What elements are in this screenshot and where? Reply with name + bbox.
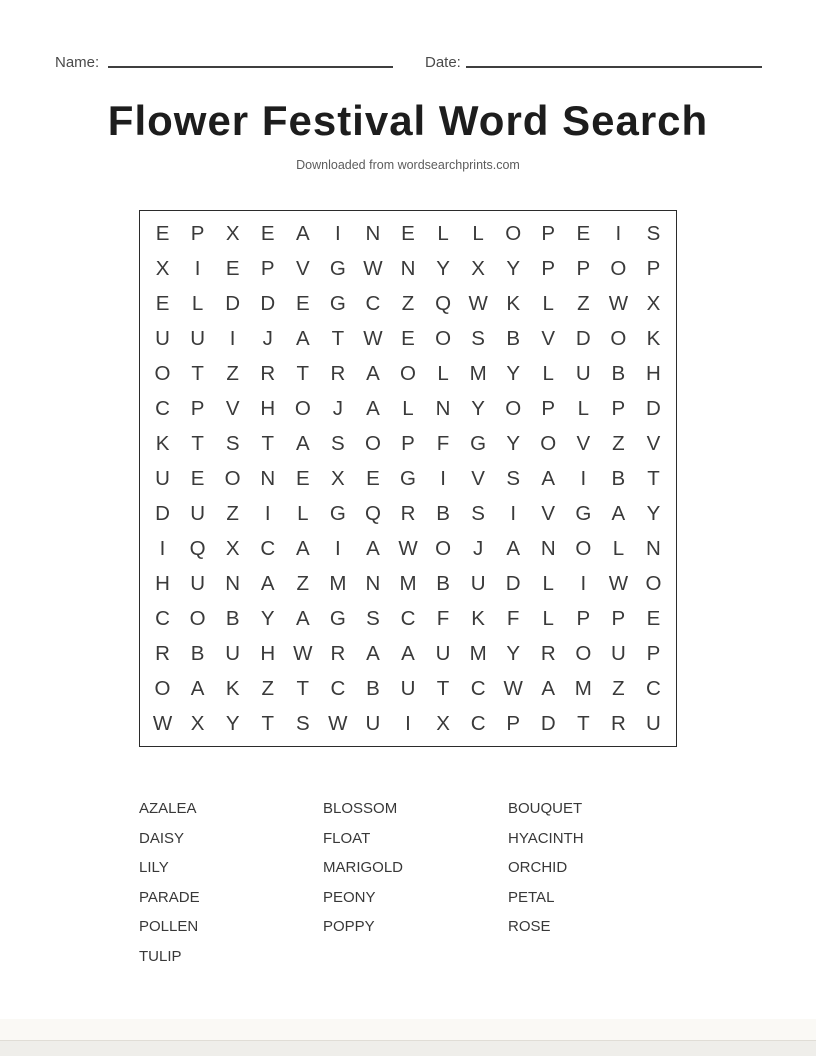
grid-letter: W xyxy=(363,256,383,280)
grid-letter: O xyxy=(435,536,452,560)
grid-letter: N xyxy=(365,571,381,595)
grid-letter: O xyxy=(224,466,241,490)
grid-letter: I xyxy=(510,501,517,525)
grid-letter: W xyxy=(503,676,523,700)
grid-letter: A xyxy=(611,501,626,525)
grid-letter: U xyxy=(190,501,205,525)
grid-letter: L xyxy=(542,571,554,595)
grid-letter: Z xyxy=(261,676,274,700)
grid-letter: G xyxy=(329,256,346,280)
grid-letter: P xyxy=(541,396,556,420)
grid-letter: W xyxy=(152,711,173,735)
grid-letter: P xyxy=(576,606,591,630)
grid-letter: R xyxy=(260,361,276,385)
grid-letter: X xyxy=(646,291,661,315)
grid-letter: G xyxy=(329,291,346,315)
word-list-item: BOUQUET xyxy=(508,800,583,817)
page-edge-band-gray xyxy=(0,1040,816,1056)
word-list-item: TULIP xyxy=(139,947,182,965)
grid-letter: P xyxy=(541,221,556,245)
grid-letter: W xyxy=(293,641,313,665)
grid-letter: C xyxy=(646,676,661,700)
grid-letter: M xyxy=(399,571,417,595)
grid-letter: D xyxy=(540,711,556,735)
grid-letter: N xyxy=(540,536,556,560)
grid-letter: T xyxy=(436,676,450,700)
grid-letter: P xyxy=(576,256,591,280)
grid-letter: T xyxy=(647,466,660,490)
grid-letter: E xyxy=(576,221,591,245)
grid-letter: Y xyxy=(506,256,521,280)
grid-letter: P xyxy=(506,711,521,735)
grid-letter: G xyxy=(329,606,346,630)
grid-letter: O xyxy=(645,571,662,595)
grid-letter: S xyxy=(471,501,485,525)
grid-letter: O xyxy=(435,326,452,350)
grid-letter: O xyxy=(364,431,381,455)
grid-letter: V xyxy=(541,501,556,525)
grid-letter: K xyxy=(155,431,170,455)
grid-letter: V xyxy=(646,431,661,455)
grid-letter: Y xyxy=(436,256,450,280)
grid-letter: S xyxy=(225,431,240,455)
grid-letter: A xyxy=(295,606,310,630)
grid-letter: T xyxy=(296,676,310,700)
grid-letter: Z xyxy=(296,571,310,595)
date-blank-line xyxy=(466,66,762,68)
grid-letter: K xyxy=(646,326,661,350)
letter-grid xyxy=(139,210,677,747)
word-list-item: PEONY xyxy=(323,888,376,906)
grid-letter: P xyxy=(646,641,661,665)
grid-letter: L xyxy=(542,361,554,385)
grid-letter: T xyxy=(261,431,274,455)
grid-letter: C xyxy=(155,606,170,630)
grid-letter: O xyxy=(189,606,206,630)
grid-letter: D xyxy=(575,326,591,350)
grid-letter: I xyxy=(229,326,236,350)
word-list-item: PARADE xyxy=(139,888,200,906)
grid-letter: X xyxy=(225,536,240,560)
grid-letter: A xyxy=(260,571,275,595)
grid-letter: U xyxy=(190,571,205,595)
grid-letter: D xyxy=(505,571,521,595)
grid-letter: Y xyxy=(506,361,521,385)
grid-letter: A xyxy=(541,676,556,700)
grid-letter: Z xyxy=(612,431,625,455)
grid-letter: W xyxy=(363,326,383,350)
date-label: Date: xyxy=(425,54,461,71)
grid-letter: A xyxy=(295,221,310,245)
grid-letter: M xyxy=(469,361,487,385)
grid-letter: A xyxy=(295,326,310,350)
grid-letter: U xyxy=(470,571,486,595)
grid-letter: J xyxy=(332,396,343,420)
grid-letter: H xyxy=(260,641,276,665)
grid-letter: R xyxy=(330,641,346,665)
grid-letter: E xyxy=(646,606,661,630)
grid-letter: E xyxy=(155,291,170,315)
grid-letter: Y xyxy=(646,501,661,525)
grid-letter: O xyxy=(540,431,557,455)
grid-letter: R xyxy=(540,641,556,665)
grid-letter: I xyxy=(440,466,446,490)
grid-letter: T xyxy=(261,711,274,735)
grid-letter: X xyxy=(331,466,345,490)
grid-letter: J xyxy=(473,536,484,560)
grid-letter: I xyxy=(580,466,587,490)
word-list-item: LILY xyxy=(139,859,169,877)
grid-letter: P xyxy=(190,396,205,420)
grid-letter: T xyxy=(331,326,345,350)
grid-letter: L xyxy=(437,361,449,385)
grid-letter: X xyxy=(190,711,205,735)
grid-letter: E xyxy=(366,466,380,490)
grid-letter: V xyxy=(576,431,591,455)
grid-letter: U xyxy=(646,711,661,735)
grid-letter: U xyxy=(575,361,591,385)
word-list-item: DAISY xyxy=(139,829,185,847)
grid-letter: Z xyxy=(226,361,239,385)
word-list-item: AZALEA xyxy=(139,800,197,817)
grid-letter: O xyxy=(575,641,592,665)
grid-letter: B xyxy=(611,361,626,385)
grid-letter: X xyxy=(225,221,240,245)
grid-letter: E xyxy=(295,291,310,315)
word-list-column-1 xyxy=(139,794,200,971)
grid-letter: I xyxy=(580,571,587,595)
grid-letter: A xyxy=(401,641,415,665)
grid-letter: A xyxy=(366,361,380,385)
grid-letter: T xyxy=(296,361,310,385)
grid-letter: F xyxy=(436,606,450,630)
grid-letter: Y xyxy=(506,431,521,455)
grid-letter: O xyxy=(400,361,416,385)
grid-letter: F xyxy=(506,606,520,630)
grid-letter: X xyxy=(436,711,450,735)
grid-letter: T xyxy=(191,361,204,385)
grid-letter: H xyxy=(155,571,170,595)
grid-letter: Y xyxy=(260,606,275,630)
word-list-item: POLLEN xyxy=(139,918,199,936)
grid-letter: A xyxy=(506,536,521,560)
grid-letter: L xyxy=(402,396,414,420)
grid-letter: E xyxy=(260,221,275,245)
grid-letter: K xyxy=(225,676,240,700)
grid-letter: L xyxy=(472,221,484,245)
grid-letter: X xyxy=(471,256,485,280)
grid-letter: R xyxy=(610,711,626,735)
word-list-item: MARIGOLD xyxy=(323,859,404,877)
grid-letter: W xyxy=(608,571,629,595)
grid-letter: V xyxy=(471,466,485,490)
grid-letter: K xyxy=(506,291,521,315)
word-list-item: ORCHID xyxy=(508,859,568,877)
grid-letter: J xyxy=(262,326,273,350)
grid-letter: E xyxy=(295,466,310,490)
grid-letter: U xyxy=(365,711,381,735)
grid-letter: L xyxy=(542,291,554,315)
grid-letter: E xyxy=(225,256,240,280)
grid-letter: Q xyxy=(364,501,381,525)
grid-letter: H xyxy=(260,396,276,420)
grid-letter: N xyxy=(646,536,661,560)
grid-letter: P xyxy=(611,606,626,630)
grid-letter: B xyxy=(506,326,521,350)
grid-letter: M xyxy=(469,641,487,665)
grid-letter: I xyxy=(335,221,341,245)
grid-letter: O xyxy=(294,396,311,420)
grid-letter: A xyxy=(295,431,310,455)
grid-letter: A xyxy=(190,676,205,700)
grid-letter: I xyxy=(405,711,411,735)
grid-letter: R xyxy=(400,501,416,525)
grid-letter: U xyxy=(155,466,170,490)
grid-letter: Y xyxy=(506,641,521,665)
grid-letter: K xyxy=(471,606,485,630)
grid-letter: W xyxy=(468,291,488,315)
grid-letter: D xyxy=(260,291,276,315)
grid-letter: E xyxy=(155,221,170,245)
grid-letter: P xyxy=(646,256,661,280)
grid-letter: N xyxy=(225,571,241,595)
grid-letter: L xyxy=(191,291,204,315)
grid-letter: G xyxy=(575,501,592,525)
grid-letter: C xyxy=(400,606,416,630)
word-list-item: FLOAT xyxy=(323,829,371,847)
grid-letter: B xyxy=(436,501,450,525)
grid-letter: C xyxy=(470,711,486,735)
grid-letter: U xyxy=(155,326,170,350)
grid-letter: X xyxy=(155,256,170,280)
grid-letter: U xyxy=(190,326,205,350)
grid-letter: H xyxy=(646,361,661,385)
grid-letter: L xyxy=(612,536,625,560)
grid-letter: W xyxy=(398,536,418,560)
grid-letter: A xyxy=(366,396,380,420)
grid-letter: Z xyxy=(612,676,625,700)
grid-letter: S xyxy=(331,431,345,455)
grid-letter: O xyxy=(154,676,171,700)
grid-letter: M xyxy=(329,571,347,595)
name-blank-line xyxy=(108,66,393,68)
grid-letter: D xyxy=(225,291,241,315)
grid-letter: S xyxy=(295,711,310,735)
word-list-column-3 xyxy=(508,794,584,942)
page-edge-band-cream xyxy=(0,1019,816,1040)
grid-letter: O xyxy=(154,361,171,385)
grid-letter: S xyxy=(366,606,380,630)
grid-letter: C xyxy=(260,536,276,560)
grid-letter: B xyxy=(190,641,205,665)
grid-letter: A xyxy=(366,641,380,665)
grid-letter: C xyxy=(470,676,486,700)
word-list-item: POPPY xyxy=(323,918,375,936)
page-title: Flower Festival Word Search xyxy=(107,97,709,144)
grid-letter: R xyxy=(330,361,346,385)
grid-letter: B xyxy=(366,676,380,700)
grid-letter: L xyxy=(577,396,590,420)
grid-letter: P xyxy=(401,431,415,455)
word-list-column-2 xyxy=(323,794,403,942)
grid-letter: N xyxy=(365,221,381,245)
grid-letter: Q xyxy=(435,291,452,315)
grid-letter: A xyxy=(366,536,380,560)
word-list-item: ROSE xyxy=(508,918,551,936)
grid-letter: I xyxy=(159,536,166,560)
grid-letter: S xyxy=(646,221,661,245)
grid-letter: D xyxy=(155,501,170,525)
grid-letter: S xyxy=(471,326,485,350)
grid-letter: W xyxy=(328,711,348,735)
grid-letter: Z xyxy=(226,501,239,525)
grid-letter: L xyxy=(297,501,309,525)
grid-letter: D xyxy=(646,396,661,420)
grid-letter: Y xyxy=(225,711,240,735)
grid-letter: T xyxy=(577,711,590,735)
name-label: Name: xyxy=(55,54,100,71)
grid-letter: F xyxy=(436,431,450,455)
grid-letter: B xyxy=(225,606,240,630)
grid-letter: Q xyxy=(189,536,206,560)
grid-letter: E xyxy=(401,221,415,245)
grid-letter: I xyxy=(264,501,271,525)
grid-letter: T xyxy=(191,431,204,455)
grid-letter: V xyxy=(225,396,240,420)
grid-letter: A xyxy=(295,536,310,560)
word-list-item: PETAL xyxy=(508,888,555,906)
grid-letter: B xyxy=(611,466,626,490)
grid-letter: O xyxy=(505,221,522,245)
grid-letter: O xyxy=(575,536,592,560)
grid-letter: E xyxy=(190,466,205,490)
grid-letter: P xyxy=(541,256,556,280)
word-list-item: BLOSSOM xyxy=(323,800,398,817)
grid-letter: O xyxy=(610,256,627,280)
grid-letter: G xyxy=(329,501,346,525)
grid-letter: C xyxy=(155,396,170,420)
grid-letter: I xyxy=(615,221,622,245)
grid-letter: O xyxy=(505,396,522,420)
grid-letter: U xyxy=(225,641,241,665)
grid-letter: V xyxy=(541,326,556,350)
grid-letter: Z xyxy=(577,291,590,315)
grid-letter: O xyxy=(610,326,627,350)
grid-letter: S xyxy=(506,466,521,490)
grid-letter: G xyxy=(400,466,416,490)
grid-letter: N xyxy=(400,256,416,280)
word-list-item: HYACINTH xyxy=(508,829,584,847)
grid-letter: Y xyxy=(471,396,485,420)
grid-letter: U xyxy=(435,641,451,665)
grid-letter: A xyxy=(541,466,556,490)
grid-letter: Z xyxy=(401,291,415,315)
grid-letter: N xyxy=(260,466,276,490)
grid-letter: B xyxy=(436,571,450,595)
grid-letter: U xyxy=(610,641,626,665)
grid-letter: L xyxy=(437,221,449,245)
grid-letter: N xyxy=(435,396,451,420)
grid-letter: L xyxy=(542,606,554,630)
grid-letter: M xyxy=(574,676,592,700)
grid-letter: P xyxy=(260,256,275,280)
grid-letter: E xyxy=(401,326,415,350)
source-credit: Downloaded from wordsearchprints.com xyxy=(296,158,520,172)
grid-letter: V xyxy=(295,256,310,280)
grid-letter: I xyxy=(194,256,201,280)
grid-letter: P xyxy=(611,396,626,420)
grid-letter: C xyxy=(330,676,346,700)
grid-letter: U xyxy=(400,676,416,700)
grid-letter: R xyxy=(155,641,170,665)
grid-letter: I xyxy=(335,536,341,560)
grid-letter: P xyxy=(190,221,205,245)
grid-letter: G xyxy=(470,431,487,455)
grid-letter: W xyxy=(608,291,629,315)
grid-letter: C xyxy=(365,291,381,315)
